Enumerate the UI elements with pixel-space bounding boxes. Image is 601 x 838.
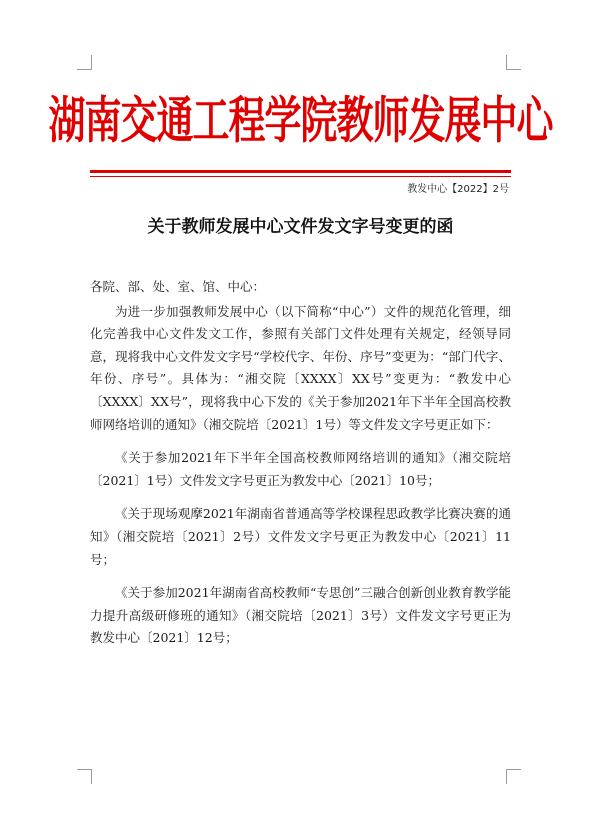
salutation: 各院、部、处、室、馆、中心： [90, 279, 266, 294]
organization-header: 湖南交通工程学院教师发展中心 [48, 90, 553, 150]
header-rule-thick [90, 170, 511, 173]
document-number: 教发中心【2022】2号 [407, 184, 509, 195]
crop-mark-bottom-left [77, 769, 92, 784]
crop-mark-bottom-right [506, 769, 521, 784]
header-rule-thin [90, 176, 511, 177]
document-body [90, 276, 511, 650]
list-item: 《关于参加2021年下半年全国高校教师网络培训的通知》（湘交院培〔2021〕1号）文件发文字号更正为教发中心〔2021〕10号； [90, 450, 511, 488]
list-item: 《关于现场观摩2021年湖南省普通高等学校课程思政教学比赛决赛的通知》（湘交院培〔2021〕2号）文件发文字号更正为教发中心〔2021〕11号； [90, 506, 511, 567]
intro-paragraph: 为进一步加强教师发展中心（以下简称“中心”）文件的规范化管理，细化完善我中心文件发文工作，参照有关部门文件处理有关规定，经领导同意，现将我中心文件发文字号“学校代字、年份、序号”变更为：“部门代字、年份、序号”。具体为：“湘交院〔XXXX〕XX号”变更为：“教发中心〔XXXX〕XX号”，现将我中心下发的《关于参加2021年下半年全国高校教师网络培训的通知》（湘交院培〔2021〕1号）等文件发文字号更正如下： [90, 303, 511, 432]
list-item: 《关于参加2021年湖南省高校教师“专思创”三融合创新创业教育教学能力提升高级研修班的通知》（湘交院培〔2021〕3号）文件发文字号更正为教发中心〔2021〕12号； [90, 585, 511, 646]
document-title: 关于教师发展中心文件发文字号变更的函 [147, 217, 454, 237]
